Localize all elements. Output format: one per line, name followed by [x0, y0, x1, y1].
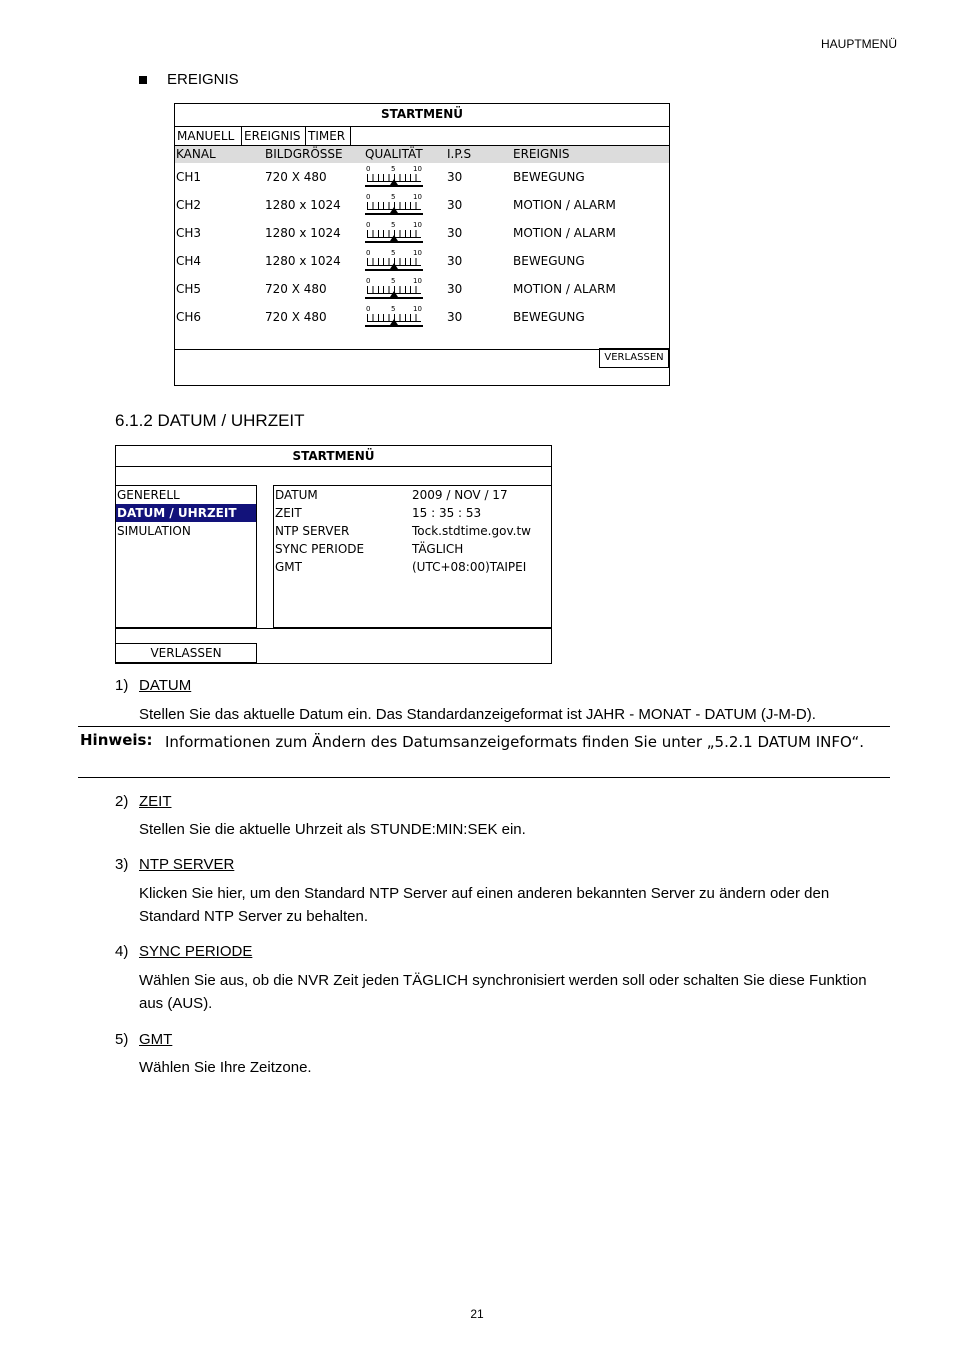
setting-value: 15 : 35 : 53	[412, 506, 482, 520]
menu-item-simulation[interactable]: SIMULATION	[117, 524, 191, 538]
quality-slider[interactable]	[365, 221, 423, 243]
table-row[interactable]	[175, 247, 669, 275]
bullet-item	[139, 71, 239, 88]
slider-scale-label: 5	[391, 249, 396, 257]
item-number: 5)	[115, 1031, 129, 1048]
setting-row[interactable]	[274, 486, 551, 504]
menu-item-datum-uhrzeit[interactable]: DATUM / UHRZEIT	[116, 504, 256, 522]
slider-scale-label: 0	[366, 221, 371, 229]
event-cell: MOTION / ALARM	[513, 226, 616, 240]
event-cell: BEWEGUNG	[513, 254, 585, 268]
date-time-menu-screenshot	[115, 445, 552, 664]
item-label: GMT	[139, 1031, 173, 1048]
slider-scale-label: 0	[366, 165, 371, 173]
setting-value: (UTC+08:00)TAIPEI	[412, 560, 527, 574]
event-cell: MOTION / ALARM	[513, 198, 616, 212]
exit-button[interactable]: VERLASSEN	[599, 348, 669, 368]
screen2-title: STARTMENÜ	[116, 446, 551, 467]
slider-track	[365, 241, 423, 243]
item-label: SYNC PERIODE	[139, 943, 253, 960]
quality-cell	[365, 275, 447, 303]
slider-scale-label: 10	[413, 305, 422, 313]
quality-slider[interactable]	[365, 277, 423, 299]
table-row[interactable]	[175, 163, 669, 191]
slider-scale-label: 5	[391, 165, 396, 173]
item-text: Stellen Sie das aktuelle Datum ein. Das Standardanzeigeformat ist JAHR - MONAT - DATUM (J-M-D).	[139, 706, 816, 723]
setting-key: NTP SERVER	[275, 524, 350, 538]
page-header-section: HAUPTMENÜ	[820, 37, 897, 51]
ips-cell: 30	[447, 198, 463, 212]
quality-slider[interactable]	[365, 305, 423, 327]
divider	[175, 349, 669, 350]
slider-scale-label: 0	[366, 193, 371, 201]
size-cell: 1280 x 1024	[265, 226, 341, 240]
slider-track	[365, 269, 423, 271]
settings-menu	[116, 485, 257, 628]
hint-text: Informationen zum Ändern des Datumsanzeigeformats finden Sie unter „5.2.1 DATUM INFO“.	[165, 733, 864, 751]
size-cell: 720 X 480	[265, 170, 327, 184]
divider	[116, 628, 551, 629]
slider-track	[365, 213, 423, 215]
slider-scale-label: 0	[366, 277, 371, 285]
size-cell: 720 X 480	[265, 282, 327, 296]
item-label: DATUM	[139, 677, 192, 694]
slider-scale-label: 5	[391, 277, 396, 285]
event-menu-screenshot	[174, 103, 670, 386]
channel-cell: CH6	[176, 310, 202, 324]
slider-scale-label: 5	[391, 305, 396, 313]
ips-cell: 30	[447, 310, 463, 324]
slider-scale-label: 0	[366, 249, 371, 257]
quality-slider[interactable]	[365, 165, 423, 187]
channel-cell: CH1	[176, 170, 202, 184]
channel-cell: CH2	[176, 198, 202, 212]
setting-row[interactable]	[274, 558, 551, 576]
col-ereignis: EREIGNIS	[513, 147, 570, 161]
quality-cell	[365, 219, 447, 247]
slider-track	[365, 325, 423, 327]
col-kanal: KANAL	[176, 147, 216, 161]
ips-cell: 30	[447, 254, 463, 268]
item-number: 1)	[115, 677, 129, 694]
setting-value: TÄGLICH	[412, 542, 464, 556]
screen1-title: STARTMENÜ	[175, 104, 669, 127]
slider-track	[365, 185, 423, 187]
item-number: 2)	[115, 793, 129, 810]
setting-row[interactable]	[274, 522, 551, 540]
table-row[interactable]	[175, 303, 669, 331]
table-row[interactable]	[175, 275, 669, 303]
item-number: 3)	[115, 856, 129, 873]
bullet-title: EREIGNIS	[167, 71, 239, 88]
tab-timer[interactable]: TIMER	[306, 127, 351, 145]
slider-scale-label: 0	[366, 305, 371, 313]
item-label: ZEIT	[139, 793, 172, 810]
tab-manuell[interactable]: MANUELL	[175, 127, 242, 145]
quality-cell	[365, 191, 447, 219]
slider-track	[365, 297, 423, 299]
hint-box	[78, 726, 890, 778]
item-label: NTP SERVER	[139, 856, 235, 873]
setting-key: ZEIT	[275, 506, 302, 520]
ips-cell: 30	[447, 282, 463, 296]
setting-key: SYNC PERIODE	[275, 542, 365, 556]
slider-scale-label: 10	[413, 277, 422, 285]
square-bullet-icon	[139, 76, 147, 84]
slider-scale-label: 10	[413, 221, 422, 229]
setting-key: GMT	[275, 560, 302, 574]
tab-ereignis[interactable]: EREIGNIS	[242, 127, 306, 145]
event-cell: MOTION / ALARM	[513, 282, 616, 296]
screen1-tabs	[175, 127, 669, 146]
menu-item-generell[interactable]: GENERELL	[117, 488, 180, 502]
settings-panel	[273, 485, 552, 628]
channel-cell: CH4	[176, 254, 202, 268]
item-text: Wählen Sie aus, ob die NVR Zeit jeden TÄGLICH synchronisiert werden soll oder schalten Sie diese Funktion aus (AUS).	[139, 972, 867, 1012]
size-cell: 1280 x 1024	[265, 254, 341, 268]
setting-row[interactable]	[274, 504, 551, 522]
col-qualitaet: QUALITÄT	[365, 147, 423, 161]
ips-cell: 30	[447, 170, 463, 184]
ips-cell: 30	[447, 226, 463, 240]
item-text: Stellen Sie die aktuelle Uhrzeit als STUNDE:MIN:SEK ein.	[139, 821, 526, 838]
slider-scale-label: 5	[391, 221, 396, 229]
slider-scale-label: 10	[413, 249, 422, 257]
channel-rows	[175, 163, 669, 331]
quality-cell	[365, 163, 447, 191]
channel-cell: CH3	[176, 226, 202, 240]
size-cell: 720 X 480	[265, 310, 327, 324]
setting-row[interactable]	[274, 540, 551, 558]
quality-slider[interactable]	[365, 193, 423, 215]
page-number: 21	[470, 1307, 484, 1321]
col-bildgroesse: BILDGRÖSSE	[265, 147, 343, 161]
section-heading: 6.1.2 DATUM / UHRZEIT	[115, 411, 305, 430]
slider-scale-label: 10	[413, 193, 422, 201]
quality-cell	[365, 247, 447, 275]
quality-cell	[365, 303, 447, 331]
table-header	[175, 146, 669, 163]
setting-value: 2009 / NOV / 17	[412, 488, 508, 502]
table-row[interactable]	[175, 191, 669, 219]
setting-key: DATUM	[275, 488, 318, 502]
exit-button[interactable]: VERLASSEN	[116, 643, 257, 663]
item-text: Klicken Sie hier, um den Standard NTP Server auf einen anderen bekannten Server zu ändern oder den Standard NTP Server zu behalten.	[139, 885, 830, 925]
table-row[interactable]	[175, 219, 669, 247]
item-text: Wählen Sie Ihre Zeitzone.	[139, 1059, 312, 1076]
size-cell: 1280 x 1024	[265, 198, 341, 212]
event-cell: BEWEGUNG	[513, 170, 585, 184]
quality-slider[interactable]	[365, 249, 423, 271]
col-ips: I.P.S	[447, 147, 472, 161]
event-cell: BEWEGUNG	[513, 310, 585, 324]
item-number: 4)	[115, 943, 129, 960]
slider-scale-label: 5	[391, 193, 396, 201]
slider-scale-label: 10	[413, 165, 422, 173]
hint-label: Hinweis:	[80, 731, 153, 749]
setting-value: Tock.stdtime.gov.tw	[412, 524, 531, 538]
channel-cell: CH5	[176, 282, 202, 296]
